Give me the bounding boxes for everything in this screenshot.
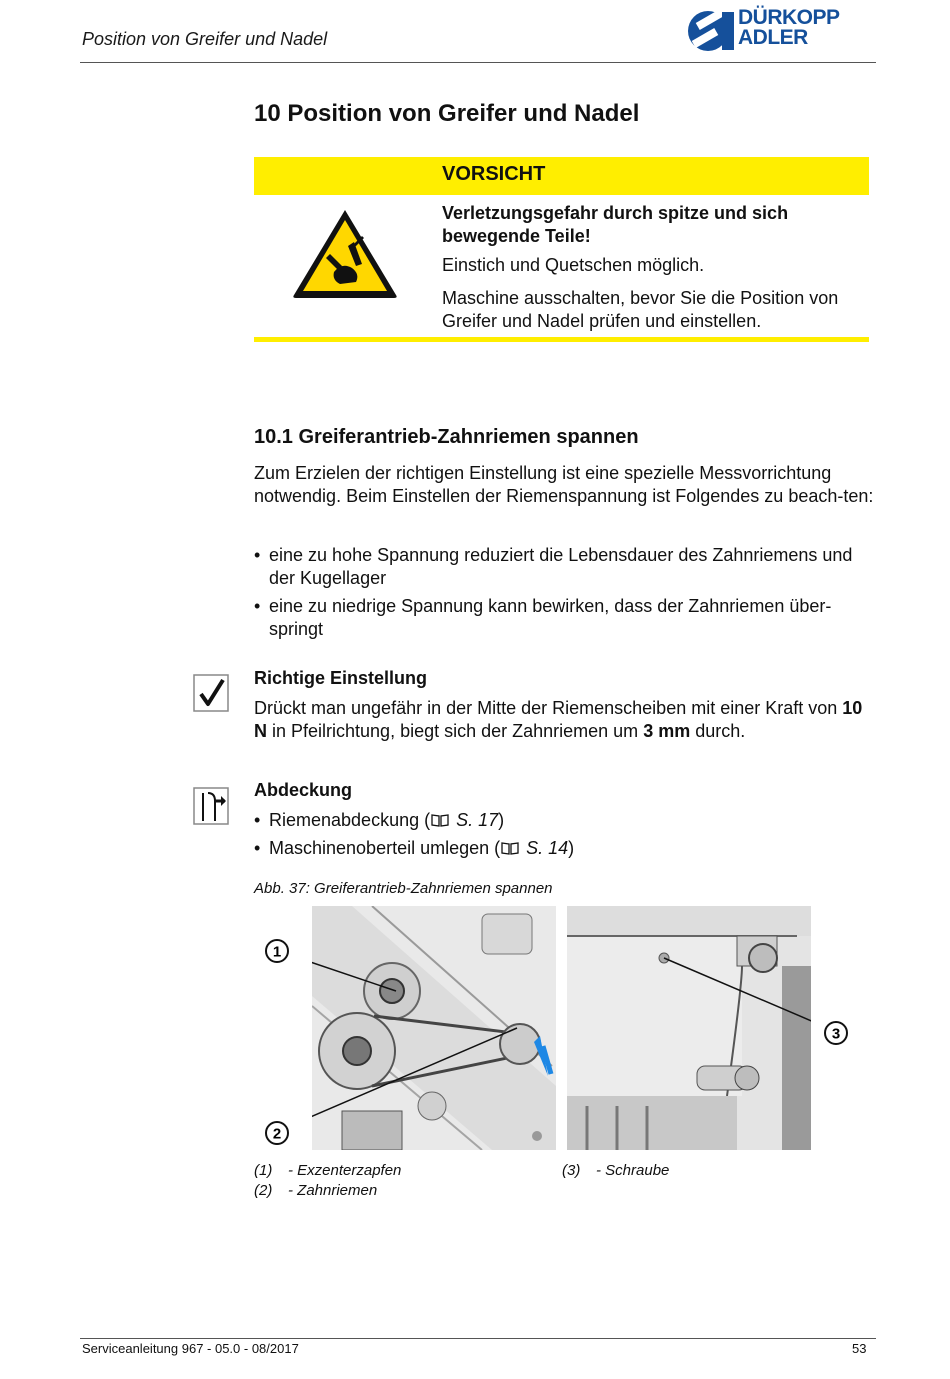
legend-number: (2) <box>254 1182 273 1199</box>
legend-item <box>254 1182 378 1199</box>
callout-1 <box>264 938 290 964</box>
deflection-value: 3 mm <box>643 721 691 741</box>
list-item <box>254 595 874 641</box>
logo-line-1: DÜRKOPP <box>738 6 840 29</box>
paren-close: ) <box>568 838 575 858</box>
list-item <box>254 837 874 860</box>
list-item <box>254 809 874 832</box>
running-header: Position von Greifer und Nadel <box>82 29 328 49</box>
bullet-text: eine zu hohe Spannung reduziert die Lebensdauer des Zahnriemens und der Kugellager <box>269 545 853 588</box>
photo-screw-view <box>567 906 811 1150</box>
legend-label: - Zahnriemen <box>288 1182 378 1199</box>
callout-number: 2 <box>272 1125 282 1143</box>
cover-steps-icon <box>193 787 229 825</box>
footer-divider <box>80 1338 876 1339</box>
warning-heading: Verletzungsgefahr durch spitze und sich bewegende Teile! <box>442 203 789 246</box>
legend-number: (3) <box>562 1162 581 1179</box>
section-intro: Zum Erzielen der richtigen Einstellung ist eine spezielle Messvorrichtung notwendig. Beim Einstellen der Riemenspannung ist Folgendes zu beach-ten: <box>254 463 874 506</box>
warning-bar <box>254 157 869 195</box>
legend-item <box>562 1162 670 1179</box>
figure-caption: Abb. 37: Greiferantrieb-Zahnriemen spannen <box>254 880 553 897</box>
text-part: Drückt man ungefähr in der Mitte der Riemenscheiben mit einer Kraft von <box>254 698 843 718</box>
footer-document-info: Serviceanleitung 967 - 05.0 - 08/2017 <box>82 1341 299 1356</box>
bullet-dot: • <box>254 810 261 830</box>
legend-label: - Schraube <box>596 1162 670 1179</box>
legend-label: - Exzenterzapfen <box>288 1162 402 1179</box>
logo-line-2: ADLER <box>738 26 808 49</box>
correct-setting-heading: Richtige Einstellung <box>254 668 428 688</box>
page-reference-link[interactable]: S. 14 <box>526 838 569 858</box>
callout-number: 1 <box>272 943 282 961</box>
legend-number: (1) <box>254 1162 273 1179</box>
warning-line-1: Einstich und Quetschen möglich. <box>442 255 705 275</box>
callout-2 <box>264 1120 290 1146</box>
bullet-dot: • <box>254 838 261 858</box>
cover-heading: Abdeckung <box>254 780 353 800</box>
book-reference-icon <box>500 841 520 855</box>
callout-number: 3 <box>831 1025 841 1043</box>
force-value: 10 N <box>254 698 863 741</box>
bullet-dot: • <box>254 596 261 616</box>
warning-bottom-bar <box>254 337 869 342</box>
header-divider <box>80 62 876 63</box>
legend-item <box>254 1162 402 1179</box>
cutting-hazard-warning-icon <box>290 206 400 300</box>
cover-item-label: Riemenabdeckung ( <box>269 810 431 830</box>
section-title: 10.1 Greiferantrieb-Zahnriemen spannen <box>254 426 639 448</box>
duerkopp-adler-logo <box>686 8 876 54</box>
callout-3 <box>823 1020 849 1046</box>
bullet-dot: • <box>254 545 261 565</box>
logo-mark-icon <box>686 8 736 54</box>
list-item <box>254 544 874 590</box>
photo-belt-drive <box>312 906 556 1150</box>
page-number: 53 <box>852 1341 867 1356</box>
checkmark-icon <box>193 674 229 712</box>
correct-setting-text <box>254 697 874 743</box>
cover-item-label: Maschinenoberteil umlegen ( <box>269 838 501 858</box>
paren-close: ) <box>498 810 505 830</box>
chapter-title: 10 Position von Greifer und Nadel <box>254 100 640 127</box>
text-part: durch. <box>690 721 746 741</box>
bullet-text: eine zu niedrige Spannung kann bewirken, dass der Zahnriemen über-springt <box>269 596 832 639</box>
page-reference-link[interactable]: S. 17 <box>456 810 499 830</box>
book-reference-icon <box>430 813 450 827</box>
text-part: in Pfeilrichtung, biegt sich der Zahnriemen um <box>267 721 644 741</box>
warning-label: VORSICHT <box>442 163 546 185</box>
warning-line-2: Maschine ausschalten, bevor Sie die Position von Greifer und Nadel prüfen und einstellen. <box>442 288 839 331</box>
